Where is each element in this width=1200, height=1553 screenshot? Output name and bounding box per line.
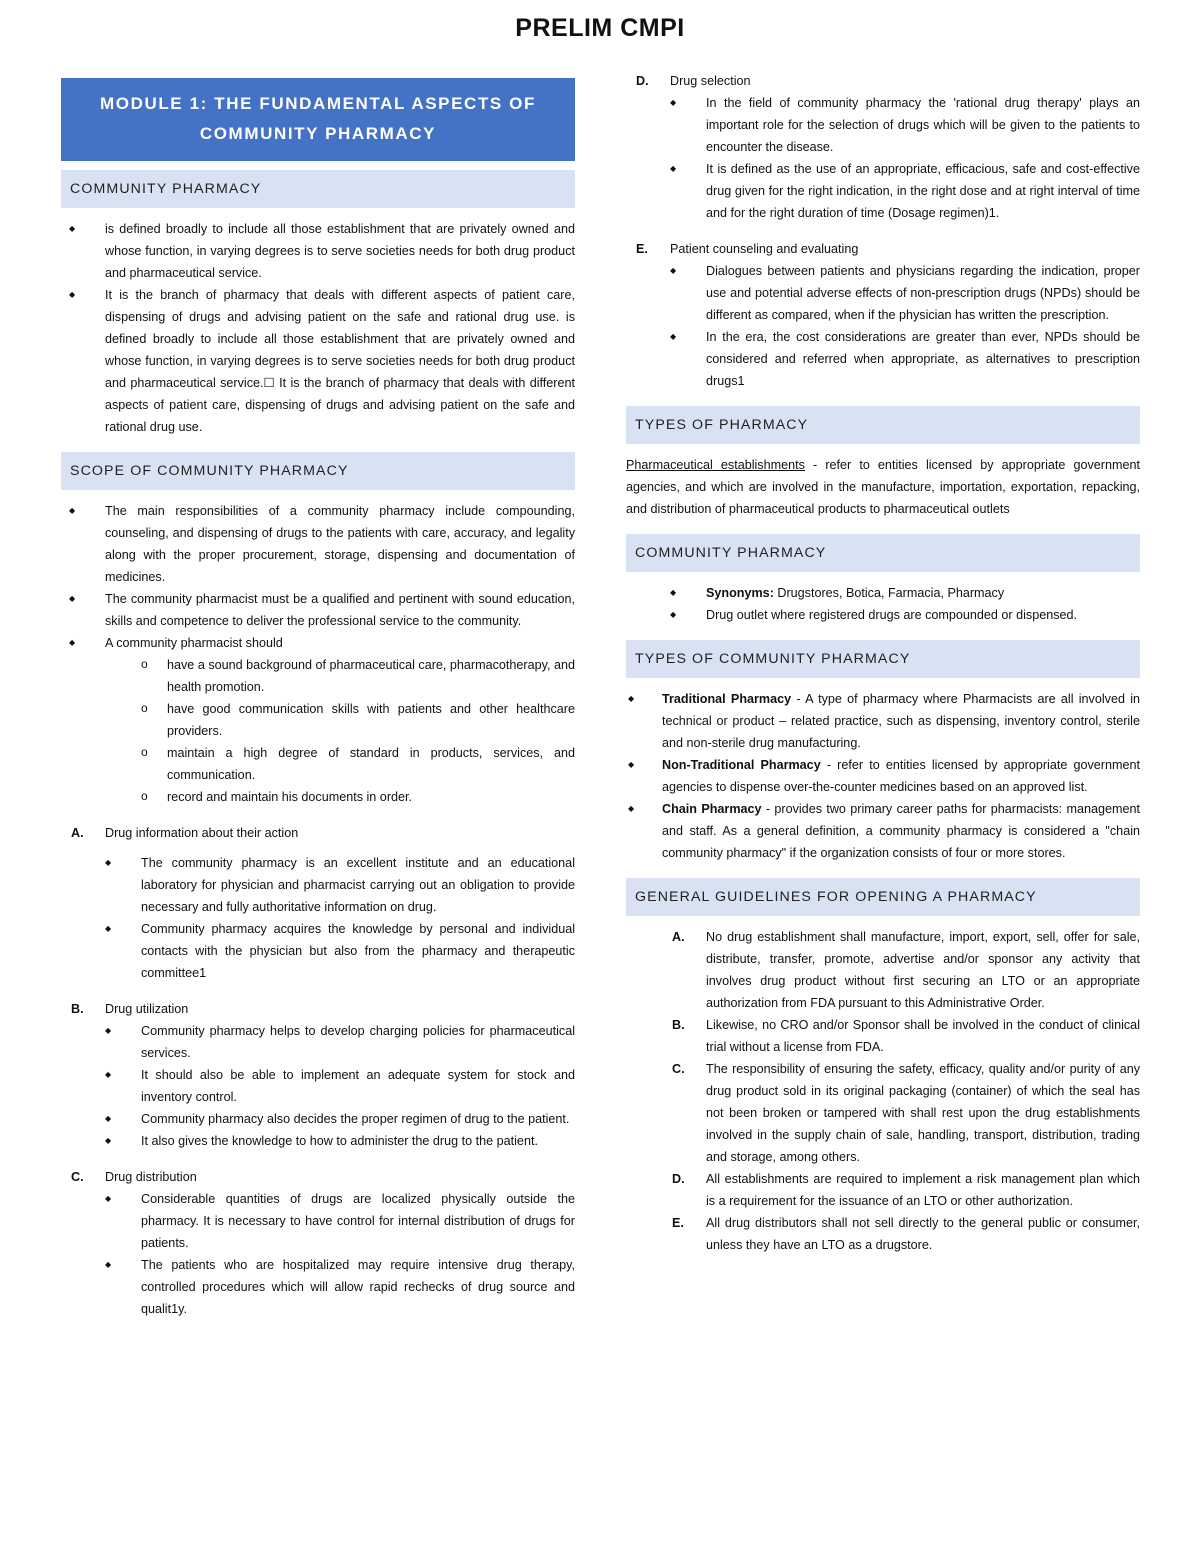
subsection-title: Patient counseling and evaluating — [670, 242, 859, 256]
section-heading-community-pharmacy: COMMUNITY PHARMACY — [61, 170, 575, 208]
pharmacist-should-list — [61, 654, 575, 808]
subsection-title: Drug utilization — [105, 1002, 189, 1016]
subsection-letter: E. — [636, 242, 648, 256]
subsection-letter: C. — [71, 1170, 84, 1184]
list-item: ◆ In the field of community pharmacy the 'rational drug therapy' plays an important role for the selection of drugs which will be given to the patients to encounter the disease. — [662, 92, 1140, 158]
list-item — [626, 1014, 1140, 1058]
term: Non-Traditional Pharmacy — [662, 758, 821, 772]
right-column — [626, 70, 1140, 1256]
item-text: Likewise, no CRO and/or Sponsor shall be involved in the conduct of clinical trial without a license from FDA. — [706, 1018, 1140, 1054]
item-letter: C. — [672, 1062, 685, 1076]
subsection-letter: B. — [71, 1002, 84, 1016]
list-item: o record and maintain his documents in order. — [61, 786, 575, 808]
definition: - refer to entities licensed by appropriate government agencies to dispense over-the-counter medicines based on an approved list. — [662, 758, 1140, 794]
definition: - refer to entities licensed by appropriate government agencies, and which are involved in the manufacture, importation, exportation, repacking, and distribution of pharmaceutical products to pharmaceutical outlets — [626, 458, 1140, 516]
item-letter: A. — [672, 930, 685, 944]
item-text: All establishments are required to implement a risk management plan which is a requirement for the issuance of an LTO or other authorization. — [706, 1172, 1140, 1208]
list-item: ◆ It should also be able to implement an adequate system for stock and inventory control. — [97, 1064, 575, 1108]
left-column — [61, 78, 575, 1320]
list-item: o maintain a high degree of standard in products, services, and communication. — [61, 742, 575, 786]
drug-distribution-list — [61, 1188, 575, 1320]
subsection-title: Drug selection — [670, 74, 751, 88]
definition: - A type of pharmacy where Pharmacists are all involved in technical or product – related practice, such as dispensing, inventory control, sterile and non-sterile drug manufacturing. — [662, 692, 1141, 750]
list-item: ◆ The community pharmacist must be a qualified and pertinent with sound education, skills and competence to deliver the professional service to the community. — [61, 588, 575, 632]
section-heading-scope: SCOPE OF COMMUNITY PHARMACY — [61, 452, 575, 490]
types-of-community-pharmacy-list — [626, 688, 1140, 864]
list-item: ◆ It is the branch of pharmacy that deals with different aspects of patient care, dispensing of drugs and advising patient on the safe and rational drug use. is defined broadly to include all those establishment that are privately owned and whose function, in varying degrees is to serve societies needs for both drug product and pharmaceutical service.☐ It is the branch of pharmacy that deals with different aspects of patient care, dispensing of drugs and advising patient on the safe and rational drug use. — [61, 284, 575, 438]
section-heading-types-of-community-pharmacy: TYPES OF COMMUNITY PHARMACY — [626, 640, 1140, 678]
list-item: ◆ Considerable quantities of drugs are localized physically outside the pharmacy. It is necessary to have control for internal distribution of drugs for patients. — [97, 1188, 575, 1254]
synonyms-text: Drugstores, Botica, Farmacia, Pharmacy — [773, 586, 1005, 600]
section-heading-general-guidelines: GENERAL GUIDELINES FOR OPENING A PHARMACY — [626, 878, 1140, 916]
list-item: ◆ The patients who are hospitalized may require intensive drug therapy, controlled procedures which will allow rapid rechecks of drug source and qualit1y. — [97, 1254, 575, 1320]
list-item — [626, 798, 1140, 864]
section-heading-types-of-pharmacy: TYPES OF PHARMACY — [626, 406, 1140, 444]
list-item — [626, 688, 1140, 754]
page-title: PRELIM CMPI — [515, 14, 685, 42]
list-item — [626, 754, 1140, 798]
list-item: ◆ is defined broadly to include all those establishment that are privately owned and whose function, in varying degrees is to serve societies needs for both drug product and pharmaceutical service. — [61, 218, 575, 284]
list-item: ◆ It also gives the knowledge to how to administer the drug to the patient. — [97, 1130, 575, 1152]
term: Chain Pharmacy — [662, 802, 762, 816]
list-item — [626, 926, 1140, 1014]
list-item — [626, 1168, 1140, 1212]
subsection-title: Drug distribution — [105, 1170, 197, 1184]
synonyms-label: Synonyms: — [706, 586, 774, 600]
community-pharmacy-synonyms-list — [626, 582, 1140, 626]
item-text: No drug establishment shall manufacture, import, export, sell, offer for sale, distribute, transfer, promote, advertise and/or sponsor any activity that involves drug product without first securing an LTO or an appropriate authorization from FDA pursuant to this Administrative Order. — [706, 930, 1140, 1010]
list-item: ◆ Drug outlet where registered drugs are compounded or dispensed. — [662, 604, 1140, 626]
list-item: ◆ In the era, the cost considerations are greater than ever, NPDs should be considered and referred when appropriate, as alternatives to prescription drugs1 — [662, 326, 1140, 392]
subsection-title: Drug information about their action — [105, 826, 299, 840]
list-item — [626, 1058, 1140, 1168]
list-item: ◆ It is defined as the use of an appropriate, efficacious, safe and cost-effective drug given for the right indication, in the right dose and at right interval of time and for the right duration of time (Dosage regimen)1. — [662, 158, 1140, 224]
scope-list — [61, 500, 575, 654]
general-guidelines-list — [626, 926, 1140, 1256]
subsection-heading — [626, 238, 1140, 260]
list-item: o have good communication skills with patients and other healthcare providers. — [61, 698, 575, 742]
item-text: The responsibility of ensuring the safety, efficacy, quality and/or purity of any drug product sold in its original packaging (container) of which the seal has not been broken or tampered with shall rest upon the drug establishments involved in the supply chain of sale, handling, transport, distribution, trading and storage, among others. — [706, 1062, 1140, 1164]
list-item: ◆ Community pharmacy helps to develop charging policies for pharmaceutical services. — [97, 1020, 575, 1064]
list-item: ◆ Community pharmacy acquires the knowledge by personal and individual contacts with the physician but also from the pharmacy and therapeutic committee1 — [97, 918, 575, 984]
community-pharmacy-list — [61, 218, 575, 438]
list-item: ◆ Dialogues between patients and physicians regarding the indication, proper use and potential adverse effects of non-prescription drugs (NPDs) should be different as compared, when if the physician has written the prescription. — [662, 260, 1140, 326]
subsection-letter: A. — [71, 826, 84, 840]
item-text: All drug distributors shall not sell directly to the general public or consumer, unless they have an LTO as a drugstore. — [706, 1216, 1140, 1252]
definition: - provides two primary career paths for pharmacists: management and staff. As a general definition, a community pharmacy is considered a "chain community pharmacy" if the organization consists of four or more stores. — [662, 802, 1140, 860]
drug-utilization-list — [61, 1020, 575, 1152]
subsection-heading — [626, 70, 1140, 92]
drug-selection-list — [626, 92, 1140, 224]
list-item: ◆ Community pharmacy also decides the proper regimen of drug to the patient. — [97, 1108, 575, 1130]
list-item: ◆ The main responsibilities of a community pharmacy include compounding, counseling, and dispensing of drugs to the patients with care, accuracy, and legality along with the proper procurement, storage, dispensing and documentation of medicines. — [61, 500, 575, 588]
list-item: ◆ A community pharmacist should — [61, 632, 575, 654]
list-item: ◆ The community pharmacy is an excellent institute and an educational laboratory for physician and pharmacist carrying out an obligation to provide necessary and fully authoritative information on drug. — [97, 852, 575, 918]
subsection-heading — [61, 998, 575, 1020]
subsection-letter: D. — [636, 74, 649, 88]
patient-counseling-list — [626, 260, 1140, 392]
drug-information-list — [61, 852, 575, 984]
module-title: MODULE 1: THE FUNDAMENTAL ASPECTS OF COMMUNITY PHARMACY — [61, 78, 575, 161]
pharmaceutical-establishments-definition — [626, 454, 1140, 520]
subsection-heading — [61, 1166, 575, 1188]
list-item: o have a sound background of pharmaceutical care, pharmacotherapy, and health promotion. — [61, 654, 575, 698]
list-item — [626, 1212, 1140, 1256]
list-item — [662, 582, 1140, 604]
term: Pharmaceutical establishments — [626, 458, 805, 472]
term: Traditional Pharmacy — [662, 692, 792, 706]
section-heading-community-pharmacy: COMMUNITY PHARMACY — [626, 534, 1140, 572]
subsection-heading — [61, 822, 575, 844]
item-letter: E. — [672, 1216, 684, 1230]
item-letter: B. — [672, 1018, 685, 1032]
item-letter: D. — [672, 1172, 685, 1186]
